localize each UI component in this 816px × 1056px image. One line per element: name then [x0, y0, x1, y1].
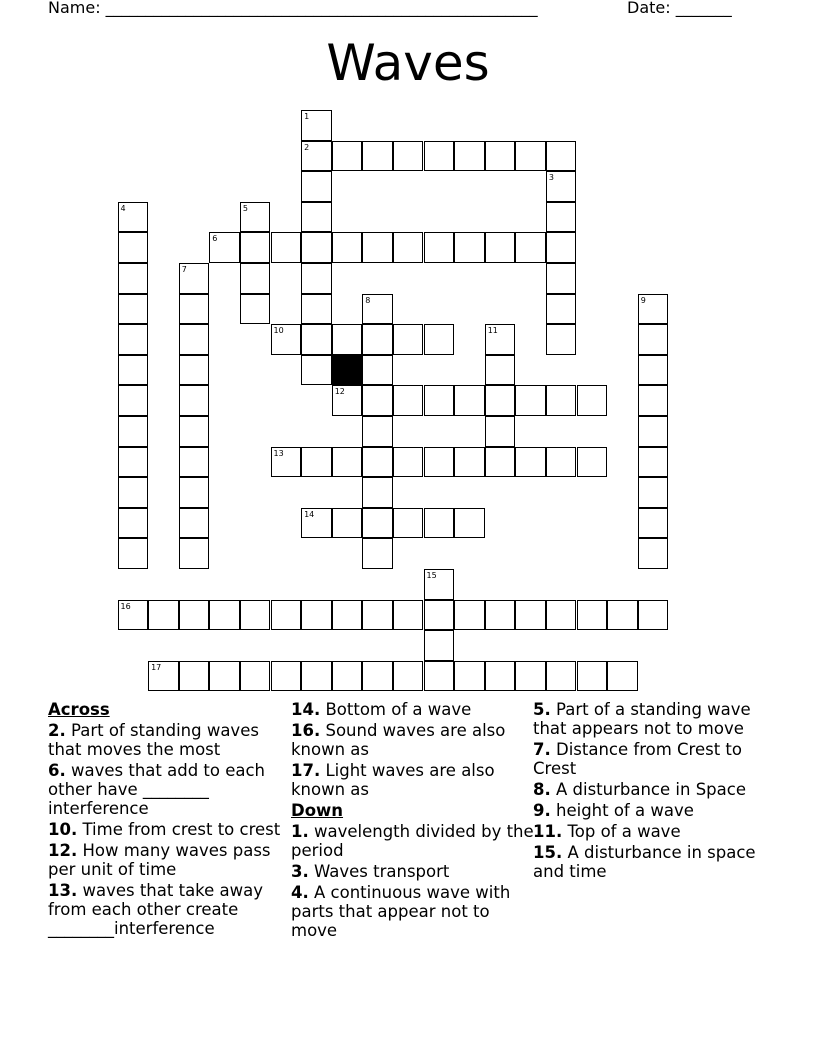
grid-cell[interactable]: [301, 508, 332, 539]
clue-number-label: 2.: [48, 721, 66, 740]
grid-cell[interactable]: [485, 232, 516, 263]
grid-cell[interactable]: [393, 600, 424, 631]
grid-cell[interactable]: [362, 141, 393, 172]
clue-number: 1: [304, 112, 310, 121]
grid-cell[interactable]: [485, 324, 516, 355]
grid-cell[interactable]: [301, 110, 332, 141]
clue-number-label: 11.: [533, 822, 563, 841]
clue-number-label: 9.: [533, 801, 551, 820]
grid-cell[interactable]: [118, 263, 149, 294]
grid-cell[interactable]: [362, 416, 393, 447]
clue-text: Light waves are also known as: [291, 761, 495, 799]
grid-cell[interactable]: [393, 447, 424, 478]
grid-cell[interactable]: [362, 447, 393, 478]
grid-cell[interactable]: [209, 600, 240, 631]
clue-number: 10: [273, 326, 284, 336]
clue-number-label: 14.: [291, 700, 321, 719]
grid-cell[interactable]: [362, 477, 393, 508]
clue-number-label: 17.: [291, 761, 321, 780]
grid-cell[interactable]: [485, 355, 516, 386]
grid-cell[interactable]: [607, 600, 638, 631]
grid-cell[interactable]: [393, 324, 424, 355]
clue-text: Top of a wave: [562, 822, 681, 841]
grid-cell[interactable]: [332, 508, 363, 539]
grid-cell[interactable]: [638, 324, 669, 355]
grid-cell[interactable]: [515, 385, 546, 416]
grid-cell[interactable]: [240, 232, 271, 263]
grid-cell[interactable]: [148, 661, 179, 692]
grid-cell[interactable]: [118, 600, 149, 631]
clue-text: A continuous wave with parts that appear not to move: [291, 883, 511, 940]
clue-text: A disturbance in space and time: [533, 843, 756, 881]
grid-cell[interactable]: [179, 661, 210, 692]
grid-cell[interactable]: [638, 355, 669, 386]
clue-item: [533, 780, 778, 799]
grid-cell[interactable]: [118, 508, 149, 539]
clue-number-label: 1.: [291, 822, 309, 841]
grid-cell[interactable]: [332, 324, 363, 355]
grid-cell[interactable]: [424, 232, 455, 263]
grid-cell[interactable]: [546, 202, 577, 233]
grid-cell[interactable]: [179, 477, 210, 508]
grid-cell[interactable]: [301, 232, 332, 263]
clue-number: 4: [120, 203, 126, 213]
grid-cell[interactable]: [301, 202, 332, 233]
grid-cell[interactable]: [515, 447, 546, 478]
grid-cell[interactable]: [607, 661, 638, 692]
clue-number: 3: [548, 173, 554, 183]
clue-text: wavelength divided by the period: [291, 822, 534, 860]
grid-cell[interactable]: [515, 600, 546, 631]
clue-text: Part of standing waves that moves the most: [48, 721, 259, 759]
grid-cell[interactable]: [362, 538, 393, 569]
page-title: Waves: [326, 34, 490, 92]
grid-cell[interactable]: [485, 385, 516, 416]
grid-cell[interactable]: [424, 600, 455, 631]
grid-cell[interactable]: [546, 141, 577, 172]
clue-item: [291, 761, 536, 799]
grid-cell[interactable]: [332, 232, 363, 263]
clue-item: [291, 883, 536, 940]
clue-number-label: 3.: [291, 862, 309, 881]
grid-cell[interactable]: [577, 600, 608, 631]
clue-text: Waves transport: [308, 862, 450, 881]
grid-cell[interactable]: [179, 600, 210, 631]
grid-cell[interactable]: [454, 508, 485, 539]
clue-number-label: 10.: [48, 820, 78, 839]
grid-cell[interactable]: [485, 661, 516, 692]
clue-item: [48, 761, 293, 818]
grid-cell[interactable]: [638, 538, 669, 569]
clue-number: 8: [365, 295, 371, 305]
clue-number-label: 8.: [533, 780, 551, 799]
grid-cell[interactable]: [118, 355, 149, 386]
clue-text: How many waves pass per unit of time: [48, 841, 271, 879]
clue-number: 15: [426, 571, 437, 580]
clue-item: [533, 700, 778, 738]
grid-cell[interactable]: [118, 294, 149, 325]
clue-item: [533, 843, 778, 881]
grid-cell[interactable]: [301, 171, 332, 202]
clue-item: [533, 740, 778, 778]
grid-cell[interactable]: [515, 141, 546, 172]
grid-cell[interactable]: [332, 385, 363, 416]
grid-cell[interactable]: [424, 569, 455, 600]
grid-cell[interactable]: [148, 600, 179, 631]
down-heading: Down: [291, 801, 344, 820]
grid-cell[interactable]: [179, 355, 210, 386]
grid-cell[interactable]: [362, 508, 393, 539]
grid-cell[interactable]: [546, 324, 577, 355]
grid-cell[interactable]: [179, 324, 210, 355]
grid-cell[interactable]: [332, 661, 363, 692]
grid-cell[interactable]: [638, 385, 669, 416]
grid-cell[interactable]: [577, 661, 608, 692]
grid-cell[interactable]: [240, 294, 271, 325]
clue-number: 9: [640, 295, 646, 305]
grid-cell[interactable]: [638, 447, 669, 478]
clue-text: Distance from Crest to Crest: [533, 740, 742, 778]
grid-cell[interactable]: [271, 324, 302, 355]
grid-cell[interactable]: [546, 294, 577, 325]
clue-number-label: 15.: [533, 843, 563, 862]
clue-text: A disturbance in Space: [550, 780, 746, 799]
grid-cell[interactable]: [179, 263, 210, 294]
grid-cell[interactable]: [362, 661, 393, 692]
grid-cell[interactable]: [332, 141, 363, 172]
grid-cell[interactable]: [424, 630, 455, 661]
clue-item: [291, 862, 536, 881]
grid-cell[interactable]: [393, 508, 424, 539]
clue-number-label: 4.: [291, 883, 309, 902]
grid-cell[interactable]: [301, 600, 332, 631]
grid-cell[interactable]: [454, 661, 485, 692]
grid-cell[interactable]: [209, 232, 240, 263]
clue-text: waves that take away from each other create ________interference: [48, 881, 264, 938]
clue-number-label: 13.: [48, 881, 78, 900]
grid-cell[interactable]: [393, 232, 424, 263]
clue-number-label: 7.: [533, 740, 551, 759]
grid-cell[interactable]: [179, 538, 210, 569]
clue-item: [48, 841, 293, 879]
grid-cell[interactable]: [424, 385, 455, 416]
grid-cell[interactable]: [546, 263, 577, 294]
clue-number: 5: [242, 203, 248, 213]
clue-number: 6: [212, 234, 218, 244]
clue-item: [291, 822, 536, 860]
grid-cell[interactable]: [546, 232, 577, 263]
grid-cell[interactable]: [638, 416, 669, 447]
grid-cell[interactable]: [271, 661, 302, 692]
grid-cell[interactable]: [577, 385, 608, 416]
grid-cell[interactable]: [515, 661, 546, 692]
clue-text: Time from crest to crest: [77, 820, 281, 839]
clues-column-1: [48, 700, 293, 940]
grid-cell[interactable]: [485, 141, 516, 172]
grid-cell[interactable]: [362, 355, 393, 386]
grid-cell[interactable]: [485, 447, 516, 478]
grid-cell[interactable]: [638, 508, 669, 539]
grid-cell[interactable]: [546, 171, 577, 202]
clue-item: [48, 721, 293, 759]
grid-cell[interactable]: [424, 447, 455, 478]
grid-cell[interactable]: [362, 324, 393, 355]
clue-item: [48, 881, 293, 938]
clue-number: 2: [304, 142, 310, 152]
clue-number-label: 5.: [533, 700, 551, 719]
grid-cell[interactable]: [240, 202, 271, 233]
grid-cell[interactable]: [424, 661, 455, 692]
grid-cell[interactable]: [179, 385, 210, 416]
grid-cell[interactable]: [454, 385, 485, 416]
grid-cell[interactable]: [301, 661, 332, 692]
grid-cell[interactable]: [362, 232, 393, 263]
grid-cell[interactable]: [424, 141, 455, 172]
grid-cell[interactable]: [485, 416, 516, 447]
grid-cell[interactable]: [118, 202, 149, 233]
grid-cell[interactable]: [301, 141, 332, 172]
grid-cell[interactable]: [546, 447, 577, 478]
grid-cell[interactable]: [118, 232, 149, 263]
date-field: Date: _______: [627, 0, 732, 17]
grid-cell[interactable]: [301, 324, 332, 355]
clue-item: [533, 801, 778, 820]
grid-cell[interactable]: [240, 263, 271, 294]
grid-cell[interactable]: [301, 355, 332, 386]
clue-number: 14: [304, 509, 315, 519]
grid-cell[interactable]: [454, 232, 485, 263]
clue-number-label: 16.: [291, 721, 321, 740]
grid-cell[interactable]: [577, 447, 608, 478]
grid-cell[interactable]: [179, 447, 210, 478]
clue-text: Part of a standing wave that appears not to move: [533, 700, 751, 738]
clues-column-3: [533, 700, 778, 883]
clue-item: [533, 822, 778, 841]
grid-cell[interactable]: [393, 141, 424, 172]
grid-cell[interactable]: [393, 385, 424, 416]
grid-cell[interactable]: [118, 477, 149, 508]
grid-cell[interactable]: [179, 508, 210, 539]
clue-number: 13: [273, 448, 284, 458]
grid-cell[interactable]: [332, 447, 363, 478]
grid-cell[interactable]: [118, 416, 149, 447]
clue-number: 11: [487, 326, 498, 336]
grid-cell[interactable]: [301, 447, 332, 478]
grid-cell[interactable]: [515, 232, 546, 263]
grid-cell[interactable]: [179, 416, 210, 447]
grid-cell[interactable]: [301, 294, 332, 325]
clue-text: waves that add to each other have ________ interference: [48, 761, 266, 818]
grid-cell[interactable]: [546, 600, 577, 631]
clue-item: [291, 721, 536, 759]
name-field: Name: ______________________________________________________: [48, 0, 538, 17]
grid-cell[interactable]: [271, 447, 302, 478]
grid-cell[interactable]: [179, 294, 210, 325]
clues-column-2: [291, 700, 536, 942]
clue-number-label: 6.: [48, 761, 66, 780]
grid-cell[interactable]: [638, 477, 669, 508]
grid-cell[interactable]: [332, 600, 363, 631]
grid-cell[interactable]: [271, 600, 302, 631]
grid-cell[interactable]: [240, 600, 271, 631]
grid-cell[interactable]: [424, 324, 455, 355]
clue-text: height of a wave: [550, 801, 694, 820]
clue-number: 17: [151, 662, 162, 672]
grid-cell[interactable]: [301, 263, 332, 294]
grid-cell[interactable]: [546, 661, 577, 692]
black-cell: [332, 355, 363, 386]
grid-cell[interactable]: [454, 141, 485, 172]
grid-cell[interactable]: [118, 324, 149, 355]
grid-cell[interactable]: [393, 661, 424, 692]
across-heading: Across: [48, 700, 110, 719]
grid-cell[interactable]: [546, 385, 577, 416]
clue-text: Bottom of a wave: [320, 700, 472, 719]
grid-cell[interactable]: [454, 447, 485, 478]
clue-number: 7: [181, 265, 187, 274]
grid-cell[interactable]: [362, 385, 393, 416]
clue-item: [291, 700, 536, 719]
grid-cell[interactable]: [118, 447, 149, 478]
grid-cell[interactable]: [118, 538, 149, 569]
grid-cell[interactable]: [240, 661, 271, 692]
clue-text: Sound waves are also known as: [291, 721, 506, 759]
grid-cell[interactable]: [454, 600, 485, 631]
grid-cell[interactable]: [271, 232, 302, 263]
grid-cell[interactable]: [362, 600, 393, 631]
grid-cell[interactable]: [118, 385, 149, 416]
clue-item: [48, 820, 293, 839]
grid-cell[interactable]: [638, 294, 669, 325]
grid-cell[interactable]: [209, 661, 240, 692]
grid-cell[interactable]: [638, 600, 669, 631]
grid-cell[interactable]: [485, 600, 516, 631]
grid-cell[interactable]: [362, 294, 393, 325]
grid-cell[interactable]: [424, 508, 455, 539]
clue-number: 12: [334, 387, 345, 397]
clue-number-label: 12.: [48, 841, 78, 860]
clue-number: 16: [120, 601, 131, 611]
